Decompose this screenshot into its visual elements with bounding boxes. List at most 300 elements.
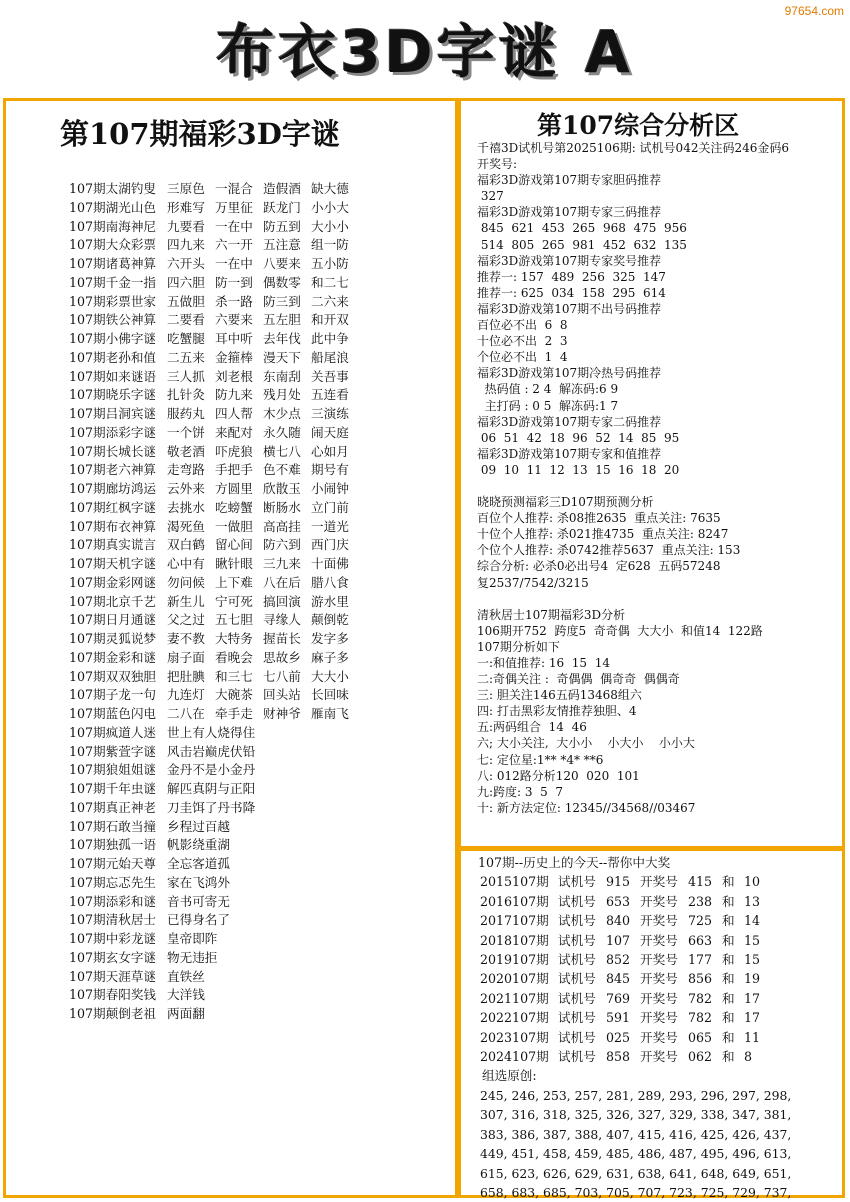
history-cell: 试机号 <box>558 1029 596 1045</box>
analysis-line: 六; 大小关注, 大小小 小大小 小小大 <box>477 736 695 751</box>
riddle-source: 107期红枫字谜 <box>69 499 157 515</box>
riddle-source: 107期颠倒老祖 <box>69 1006 157 1021</box>
history-row <box>478 950 840 969</box>
riddle-row <box>69 836 359 855</box>
riddle-row <box>69 780 359 799</box>
history-cell: 840 <box>606 913 631 929</box>
riddle-clue: 此中争 <box>311 331 349 346</box>
history-row <box>478 1028 840 1047</box>
analysis-line: 个位个人推荐: 杀0742推荐5637 重点关注: 153 <box>477 543 741 558</box>
riddle-clue: 六要来 <box>215 312 253 328</box>
riddle-source: 107期北京千艺 <box>69 593 157 609</box>
riddle-clue: 走弯路 <box>167 462 205 478</box>
riddle-clue: 六开头 <box>167 256 205 271</box>
riddle-clue: 一在中 <box>215 218 253 234</box>
history-cell: 开奖号 <box>640 1049 678 1065</box>
analysis-line: 八: 012路分析120 020 101 <box>477 768 640 783</box>
riddle-source: 107期诸葛神算 <box>69 256 157 271</box>
history-cell: 和 <box>722 971 735 987</box>
riddle-clue: 风击岩巅虎伏铅 <box>167 743 256 759</box>
riddle-clue: 世上有人烧得住 <box>167 724 256 740</box>
history-cell: 2016107期 <box>480 893 549 909</box>
history-cell: 107 <box>606 932 631 948</box>
analysis-line: 综合分析: 必杀0必出号4 定628 五码57248 <box>477 559 721 574</box>
history-cell: 试机号 <box>558 971 596 987</box>
group-number-line: 449, 451, 458, 459, 485, 486, 487, 495, 496, 613, <box>480 1146 792 1162</box>
riddle-clue: 搞回演 <box>263 593 301 609</box>
riddle-clue: 财神爷 <box>263 706 301 721</box>
riddle-source: 107期日月通谜 <box>69 612 157 628</box>
group-number-line: 383, 386, 387, 388, 407, 415, 416, 425, 426, 437, <box>480 1126 792 1142</box>
group-number-line: 245, 246, 253, 257, 281, 289, 293, 296, 297, 298, <box>480 1087 792 1103</box>
riddle-source: 107期千年虫谜 <box>69 781 157 796</box>
riddle-source: 107期长城长谜 <box>69 443 157 459</box>
riddle-row <box>69 593 359 612</box>
riddle-clue: 四六胆 <box>167 274 205 290</box>
riddle-source: 107期廊坊鸿运 <box>69 481 157 496</box>
riddle-row <box>69 480 359 499</box>
riddle-source: 107期晓乐字谜 <box>69 387 157 403</box>
history-cell: 和 <box>722 990 735 1006</box>
riddle-source: 107期石敢当撞 <box>69 818 157 834</box>
riddle-clue: 上下难 <box>215 574 253 590</box>
group-number-line: 615, 623, 626, 629, 631, 638, 641, 648, 649, 651, <box>480 1165 792 1181</box>
riddle-clue: 云外来 <box>167 481 205 496</box>
riddle-row <box>69 668 359 687</box>
analysis-line: 复2537/7542/3215 <box>477 575 589 590</box>
riddle-row <box>69 368 359 387</box>
riddle-source: 107期铁公神算 <box>69 312 157 328</box>
analysis-line: 千禧3D试机号第2025106期: 试机号042关注码246金码6 <box>477 141 790 155</box>
riddle-source: 107期老孙和值 <box>69 349 157 365</box>
riddle-clue: 立门前 <box>311 499 349 515</box>
riddle-row <box>69 330 359 349</box>
riddle-row <box>69 461 359 480</box>
riddle-source: 107期疯道人迷 <box>69 724 157 740</box>
riddle-clue: 物无违拒 <box>167 949 218 965</box>
riddle-row <box>69 611 359 630</box>
history-cell: 725 <box>688 913 713 929</box>
history-cell: 和 <box>722 893 735 909</box>
history-cell: 13 <box>744 893 761 909</box>
riddle-clue: 六一开 <box>215 237 253 253</box>
riddle-clue: 跃龙门 <box>263 199 301 215</box>
riddle-clue: 一混合 <box>215 181 253 196</box>
history-cell: 试机号 <box>558 932 596 948</box>
riddle-source: 107期千金一指 <box>69 274 157 290</box>
riddle-clue: 服药丸 <box>167 406 205 421</box>
riddle-row <box>69 874 359 893</box>
history-cell: 2023107期 <box>480 1029 549 1045</box>
history-cell: 2020107期 <box>480 971 549 987</box>
analysis-line: 主打码 : 0 5 解冻码:1 7 <box>477 398 619 413</box>
history-cell: 试机号 <box>558 874 596 890</box>
riddle-row <box>69 649 359 668</box>
analysis-line: 327 <box>477 189 504 204</box>
riddle-clue: 关吾事 <box>311 368 349 384</box>
analysis-line: 二:奇偶关注 : 奇偶偶 偶奇奇 偶偶奇 <box>477 672 680 687</box>
analysis-line: 开奖号: <box>477 157 518 172</box>
riddle-row <box>69 630 359 649</box>
riddle-clue: 来配对 <box>215 424 253 440</box>
history-cell: 开奖号 <box>640 932 678 948</box>
history-cell: 开奖号 <box>640 913 678 929</box>
riddle-row <box>69 311 359 330</box>
riddle-clue: 心如月 <box>311 443 349 459</box>
riddle-clue: 漫天下 <box>263 349 301 365</box>
riddle-source: 107期忘忑先生 <box>69 874 157 890</box>
history-cell: 试机号 <box>558 1010 596 1026</box>
riddle-row <box>69 255 359 274</box>
riddle-clue: 把肚腆 <box>167 668 205 684</box>
analysis-line: 十位必不出 2 3 <box>477 334 568 349</box>
analysis-line: 福彩3D游戏第107期不出号码推荐 <box>477 301 662 316</box>
history-cell: 和 <box>722 913 735 929</box>
riddle-clue: 金丹不是小金丹 <box>167 762 256 778</box>
history-cell: 和 <box>722 1010 735 1026</box>
history-cell: 试机号 <box>558 1049 596 1065</box>
riddle-clue: 一道光 <box>311 518 349 534</box>
group-number-line: 658, 683, 685, 703, 705, 707, 723, 725, 729, 737, <box>480 1184 792 1200</box>
riddle-clue: 造假酒 <box>263 181 301 196</box>
riddle-source: 107期紫萱字谜 <box>69 743 157 759</box>
history-cell: 10 <box>744 874 761 890</box>
history-cell: 852 <box>606 952 631 968</box>
riddle-clue: 腊八食 <box>311 574 349 590</box>
history-cell: 065 <box>688 1029 713 1045</box>
riddle-row <box>69 968 359 987</box>
history-cell: 2024107期 <box>480 1049 549 1065</box>
riddle-clue: 缺大德 <box>311 181 349 196</box>
analysis-line: 晓晓预测福彩三D107期预测分析 <box>477 495 654 510</box>
riddle-clue: 握苗长 <box>263 631 301 646</box>
analysis-line: 106期开752 跨度5 奇奇偶 大大小 和值14 122路 <box>477 623 763 638</box>
riddle-row <box>69 405 359 424</box>
riddle-row <box>69 536 359 555</box>
riddle-clue: 颠倒乾 <box>311 612 349 628</box>
history-cell: 和 <box>722 874 735 890</box>
riddle-row <box>69 986 359 1005</box>
riddle-row <box>69 349 359 368</box>
riddle-clue: 麻子多 <box>311 649 349 665</box>
riddle-clue: 渴死鱼 <box>167 518 205 534</box>
riddle-clue: 五小防 <box>311 256 349 271</box>
history-cell: 15 <box>744 932 761 948</box>
riddle-source: 107期天机字谜 <box>69 556 157 571</box>
analysis-line: 九:跨度: 3 5 7 <box>477 784 564 799</box>
riddle-clue: 游水里 <box>311 593 349 609</box>
riddle-clue: 万里征 <box>215 199 253 215</box>
riddle-clue: 五左胆 <box>263 312 301 328</box>
riddle-clue: 残月处 <box>263 387 301 403</box>
riddle-clue: 家在飞鸿外 <box>167 874 230 890</box>
history-cell: 开奖号 <box>640 893 678 909</box>
group-label: 组选原创: <box>482 1068 537 1084</box>
riddle-clue: 刀圭饵了丹书降 <box>167 799 256 815</box>
riddle-row <box>69 799 359 818</box>
riddle-source: 107期中彩龙谜 <box>69 931 157 946</box>
riddle-clue: 刘老根 <box>215 368 253 384</box>
history-cell: 试机号 <box>558 952 596 968</box>
analysis-line: 福彩3D游戏第107期专家三码推荐 <box>477 205 662 220</box>
riddle-row <box>69 274 359 293</box>
analysis-line: 推荐一: 625 034 158 295 614 <box>477 285 666 300</box>
history-row <box>478 1008 840 1027</box>
riddle-source: 107期添彩和谜 <box>69 893 157 909</box>
riddle-source: 107期如来谜语 <box>69 368 157 384</box>
riddle-clue: 敬老酒 <box>167 443 205 459</box>
riddle-source: 107期元始天尊 <box>69 856 157 871</box>
riddle-clue: 三人抓 <box>167 368 205 384</box>
riddle-clue: 二要看 <box>167 312 205 328</box>
riddle-clue: 思故乡 <box>263 649 301 665</box>
history-cell: 2015107期 <box>480 874 549 890</box>
riddle-source: 107期独孤一语 <box>69 837 157 853</box>
riddle-row <box>69 443 359 462</box>
riddle-row <box>69 949 359 968</box>
riddle-source: 107期老六神算 <box>69 462 157 478</box>
riddle-clue: 吃蟹腿 <box>167 331 205 346</box>
riddle-source: 107期添彩字谜 <box>69 424 157 440</box>
riddle-clue: 高高挂 <box>263 518 301 534</box>
riddle-clue: 五做胆 <box>167 293 205 309</box>
history-cell: 试机号 <box>558 913 596 929</box>
riddle-clue: 三九来 <box>263 556 301 571</box>
riddle-clue: 去挑水 <box>167 499 205 515</box>
riddle-clue: 牵手走 <box>215 706 253 721</box>
analysis-line: 十位个人推荐: 杀021推4735 重点关注: 8247 <box>477 527 729 542</box>
history-cell: 591 <box>606 1010 631 1026</box>
riddle-row <box>69 518 359 537</box>
riddle-source: 107期金彩和谜 <box>69 649 157 665</box>
history-cell: 17 <box>744 1010 761 1026</box>
riddle-row <box>69 686 359 705</box>
history-cell: 2019107期 <box>480 952 549 968</box>
spacer <box>477 478 845 494</box>
history-cell: 8 <box>744 1049 753 1065</box>
history-cell: 开奖号 <box>640 1010 678 1026</box>
riddle-clue: 横七八 <box>263 443 301 459</box>
history-cell: 开奖号 <box>640 971 678 987</box>
analysis-line: 百位必不出 6 8 <box>477 318 568 333</box>
riddle-list <box>69 180 359 1024</box>
riddle-clue: 九要看 <box>167 218 205 234</box>
riddle-clue: 瞅针眼 <box>215 556 253 571</box>
history-cell: 开奖号 <box>640 1029 678 1045</box>
riddle-clue: 木少点 <box>263 406 301 421</box>
riddle-row <box>69 180 359 199</box>
riddle-clue: 双白鹤 <box>167 537 205 553</box>
analysis-line: 福彩3D游戏第107期专家和值推荐 <box>477 446 662 461</box>
riddle-clue: 组一防 <box>311 237 349 253</box>
riddle-row <box>69 386 359 405</box>
riddle-clue: 大小小 <box>311 218 349 234</box>
banner-title: 布衣3D字谜 A <box>216 18 634 86</box>
riddle-source: 107期蓝色闪电 <box>69 706 157 721</box>
group-number-line: 307, 316, 318, 325, 326, 327, 329, 338, 347, 381, <box>480 1107 792 1123</box>
riddle-clue: 七八前 <box>263 668 301 684</box>
column-divider <box>455 98 461 1198</box>
riddle-clue: 四人帮 <box>215 406 253 421</box>
riddle-clue: 帆影绕重湖 <box>167 837 230 853</box>
riddle-clue: 雁南飞 <box>311 706 349 721</box>
section-divider <box>461 846 845 851</box>
history-cell: 238 <box>688 893 713 909</box>
analysis-line: 三: 胆关注146五码13468组六 <box>477 688 642 703</box>
group-numbers <box>478 1086 840 1202</box>
history-cell: 和 <box>722 932 735 948</box>
riddle-source: 107期金彩网谜 <box>69 574 157 590</box>
riddle-clue: 两面翻 <box>167 1006 205 1021</box>
riddle-clue: 三原色 <box>167 181 205 196</box>
analysis-line: 七: 定位星:1** *4* **6 <box>477 752 604 767</box>
riddle-source: 107期南海神尼 <box>69 218 157 234</box>
riddle-source: 107期布衣神算 <box>69 518 157 534</box>
riddle-clue: 小小大 <box>311 199 349 215</box>
riddle-source: 107期子龙一句 <box>69 687 157 703</box>
riddle-row <box>69 930 359 949</box>
history-cell: 2022107期 <box>480 1010 549 1026</box>
riddle-source: 107期灵狐说梦 <box>69 631 157 646</box>
riddle-row <box>69 293 359 312</box>
analysis-line: 06 51 42 18 96 52 14 85 95 <box>477 430 680 445</box>
riddle-row <box>69 743 359 762</box>
history-cell: 开奖号 <box>640 952 678 968</box>
riddle-clue: 和开双 <box>311 312 349 328</box>
history-cell: 915 <box>606 874 631 890</box>
right-panel-title: 第107综合分析区 <box>537 111 740 140</box>
riddle-clue: 二八在 <box>167 706 205 721</box>
riddle-clue: 手把手 <box>215 462 253 478</box>
riddle-clue: 西门庆 <box>311 537 349 553</box>
riddle-clue: 看晚会 <box>215 649 253 665</box>
riddle-source: 107期清秋居士 <box>69 912 157 928</box>
riddle-clue: 去年伐 <box>263 331 301 346</box>
riddle-clue: 吃螃蟹 <box>215 499 253 515</box>
riddle-clue: 大碗茶 <box>215 687 253 703</box>
analysis-line: 推荐一: 157 489 256 325 147 <box>477 269 666 284</box>
riddle-source: 107期湖光山色 <box>69 199 157 215</box>
riddle-clue: 方圆里 <box>215 481 253 496</box>
riddle-clue: 新生儿 <box>167 593 205 609</box>
riddle-clue: 一在中 <box>215 256 253 271</box>
history-cell: 856 <box>688 971 713 987</box>
riddle-clue: 八在后 <box>263 574 301 590</box>
history-cell: 653 <box>606 893 631 909</box>
riddle-clue: 寻缘人 <box>263 612 301 628</box>
riddle-clue: 扎针灸 <box>167 387 205 403</box>
history-cell: 663 <box>688 932 713 948</box>
riddle-clue: 一做胆 <box>215 518 253 534</box>
history-row <box>478 969 840 988</box>
history-rows <box>478 872 840 1066</box>
riddle-row <box>69 911 359 930</box>
riddle-source: 107期吕洞宾谜 <box>69 406 157 421</box>
riddle-row <box>69 705 359 724</box>
analysis-line: 五:两码组合 14 46 <box>477 720 587 735</box>
history-cell: 845 <box>606 971 631 987</box>
riddle-clue: 八要来 <box>263 256 301 271</box>
riddle-row <box>69 218 359 237</box>
riddle-clue: 东南刮 <box>263 368 301 384</box>
analysis-line: 107期分析如下 <box>477 639 560 654</box>
history-cell: 782 <box>688 990 713 1006</box>
riddle-row <box>69 499 359 518</box>
history-cell: 14 <box>744 913 761 929</box>
analysis-line: 福彩3D游戏第107期专家奖号推荐 <box>477 253 662 268</box>
riddle-clue: 宁可死 <box>215 593 253 609</box>
riddle-source: 107期小佛字谜 <box>69 331 157 346</box>
history-cell: 开奖号 <box>640 874 678 890</box>
riddle-clue: 回头站 <box>263 687 301 703</box>
riddle-source: 107期真实谎言 <box>69 537 157 553</box>
riddle-row <box>69 724 359 743</box>
history-cell: 19 <box>744 971 761 987</box>
riddle-row <box>69 555 359 574</box>
riddle-clue: 五注意 <box>263 237 301 253</box>
riddle-clue: 期号有 <box>311 462 349 478</box>
riddle-clue: 防九来 <box>215 387 253 403</box>
riddle-clue: 音书可寄无 <box>167 893 230 909</box>
riddle-clue: 三演练 <box>311 406 349 421</box>
riddle-source: 107期玄女字谜 <box>69 949 157 965</box>
analysis-line: 十: 新方法定位: 12345//34568//03467 <box>477 800 696 815</box>
riddle-clue: 扇子面 <box>167 649 205 665</box>
riddle-row <box>69 761 359 780</box>
riddle-clue: 小闹钟 <box>311 481 349 496</box>
history-cell: 782 <box>688 1010 713 1026</box>
analysis-line: 一:和值推荐: 16 15 14 <box>477 656 610 670</box>
analysis-line: 845 621 453 265 968 475 956 <box>477 221 687 236</box>
history-cell: 和 <box>722 1029 735 1045</box>
analysis-line: 514 805 265 981 452 632 135 <box>477 237 687 252</box>
history-cell: 2018107期 <box>480 932 549 948</box>
history-row <box>478 989 840 1008</box>
riddle-clue: 大洋钱 <box>167 987 205 1003</box>
analysis-line: 福彩3D游戏第107期专家胆码推荐 <box>477 173 662 188</box>
history-cell: 17 <box>744 990 761 1006</box>
history-row <box>478 872 840 891</box>
history-cell: 025 <box>606 1029 631 1045</box>
history-cell: 769 <box>606 990 631 1006</box>
riddle-clue: 色不难 <box>263 462 301 478</box>
analysis-line: 个位必不出 1 4 <box>477 350 568 365</box>
riddle-clue: 防五到 <box>263 218 301 234</box>
riddle-clue: 耳中听 <box>215 331 253 346</box>
riddle-clue: 闹天庭 <box>311 424 349 440</box>
riddle-source: 107期狼姐姐谜 <box>69 762 157 778</box>
analysis-line: 四: 打击黑彩友情推荐独胆、4 <box>477 704 637 719</box>
history-cell: 062 <box>688 1049 713 1065</box>
analysis-text <box>477 140 845 816</box>
riddle-clue: 大大小 <box>311 668 349 684</box>
riddle-row <box>69 1005 359 1024</box>
riddle-clue: 心中有 <box>167 556 205 571</box>
analysis-line: 百位个人推荐: 杀08推2635 重点关注: 7635 <box>477 511 721 526</box>
history-row <box>478 892 840 911</box>
riddle-clue: 二五来 <box>167 349 205 365</box>
history-cell: 试机号 <box>558 893 596 909</box>
riddle-clue: 妻不教 <box>167 631 205 646</box>
spacer <box>477 591 845 607</box>
riddle-clue: 船尾浪 <box>311 349 349 365</box>
history-cell: 415 <box>688 874 713 890</box>
history-cell: 11 <box>744 1029 761 1045</box>
history-row <box>478 1047 840 1066</box>
riddle-clue: 杀一路 <box>215 293 253 309</box>
riddle-clue: 防一到 <box>215 274 253 290</box>
riddle-clue: 皇帝即阼 <box>167 931 218 946</box>
